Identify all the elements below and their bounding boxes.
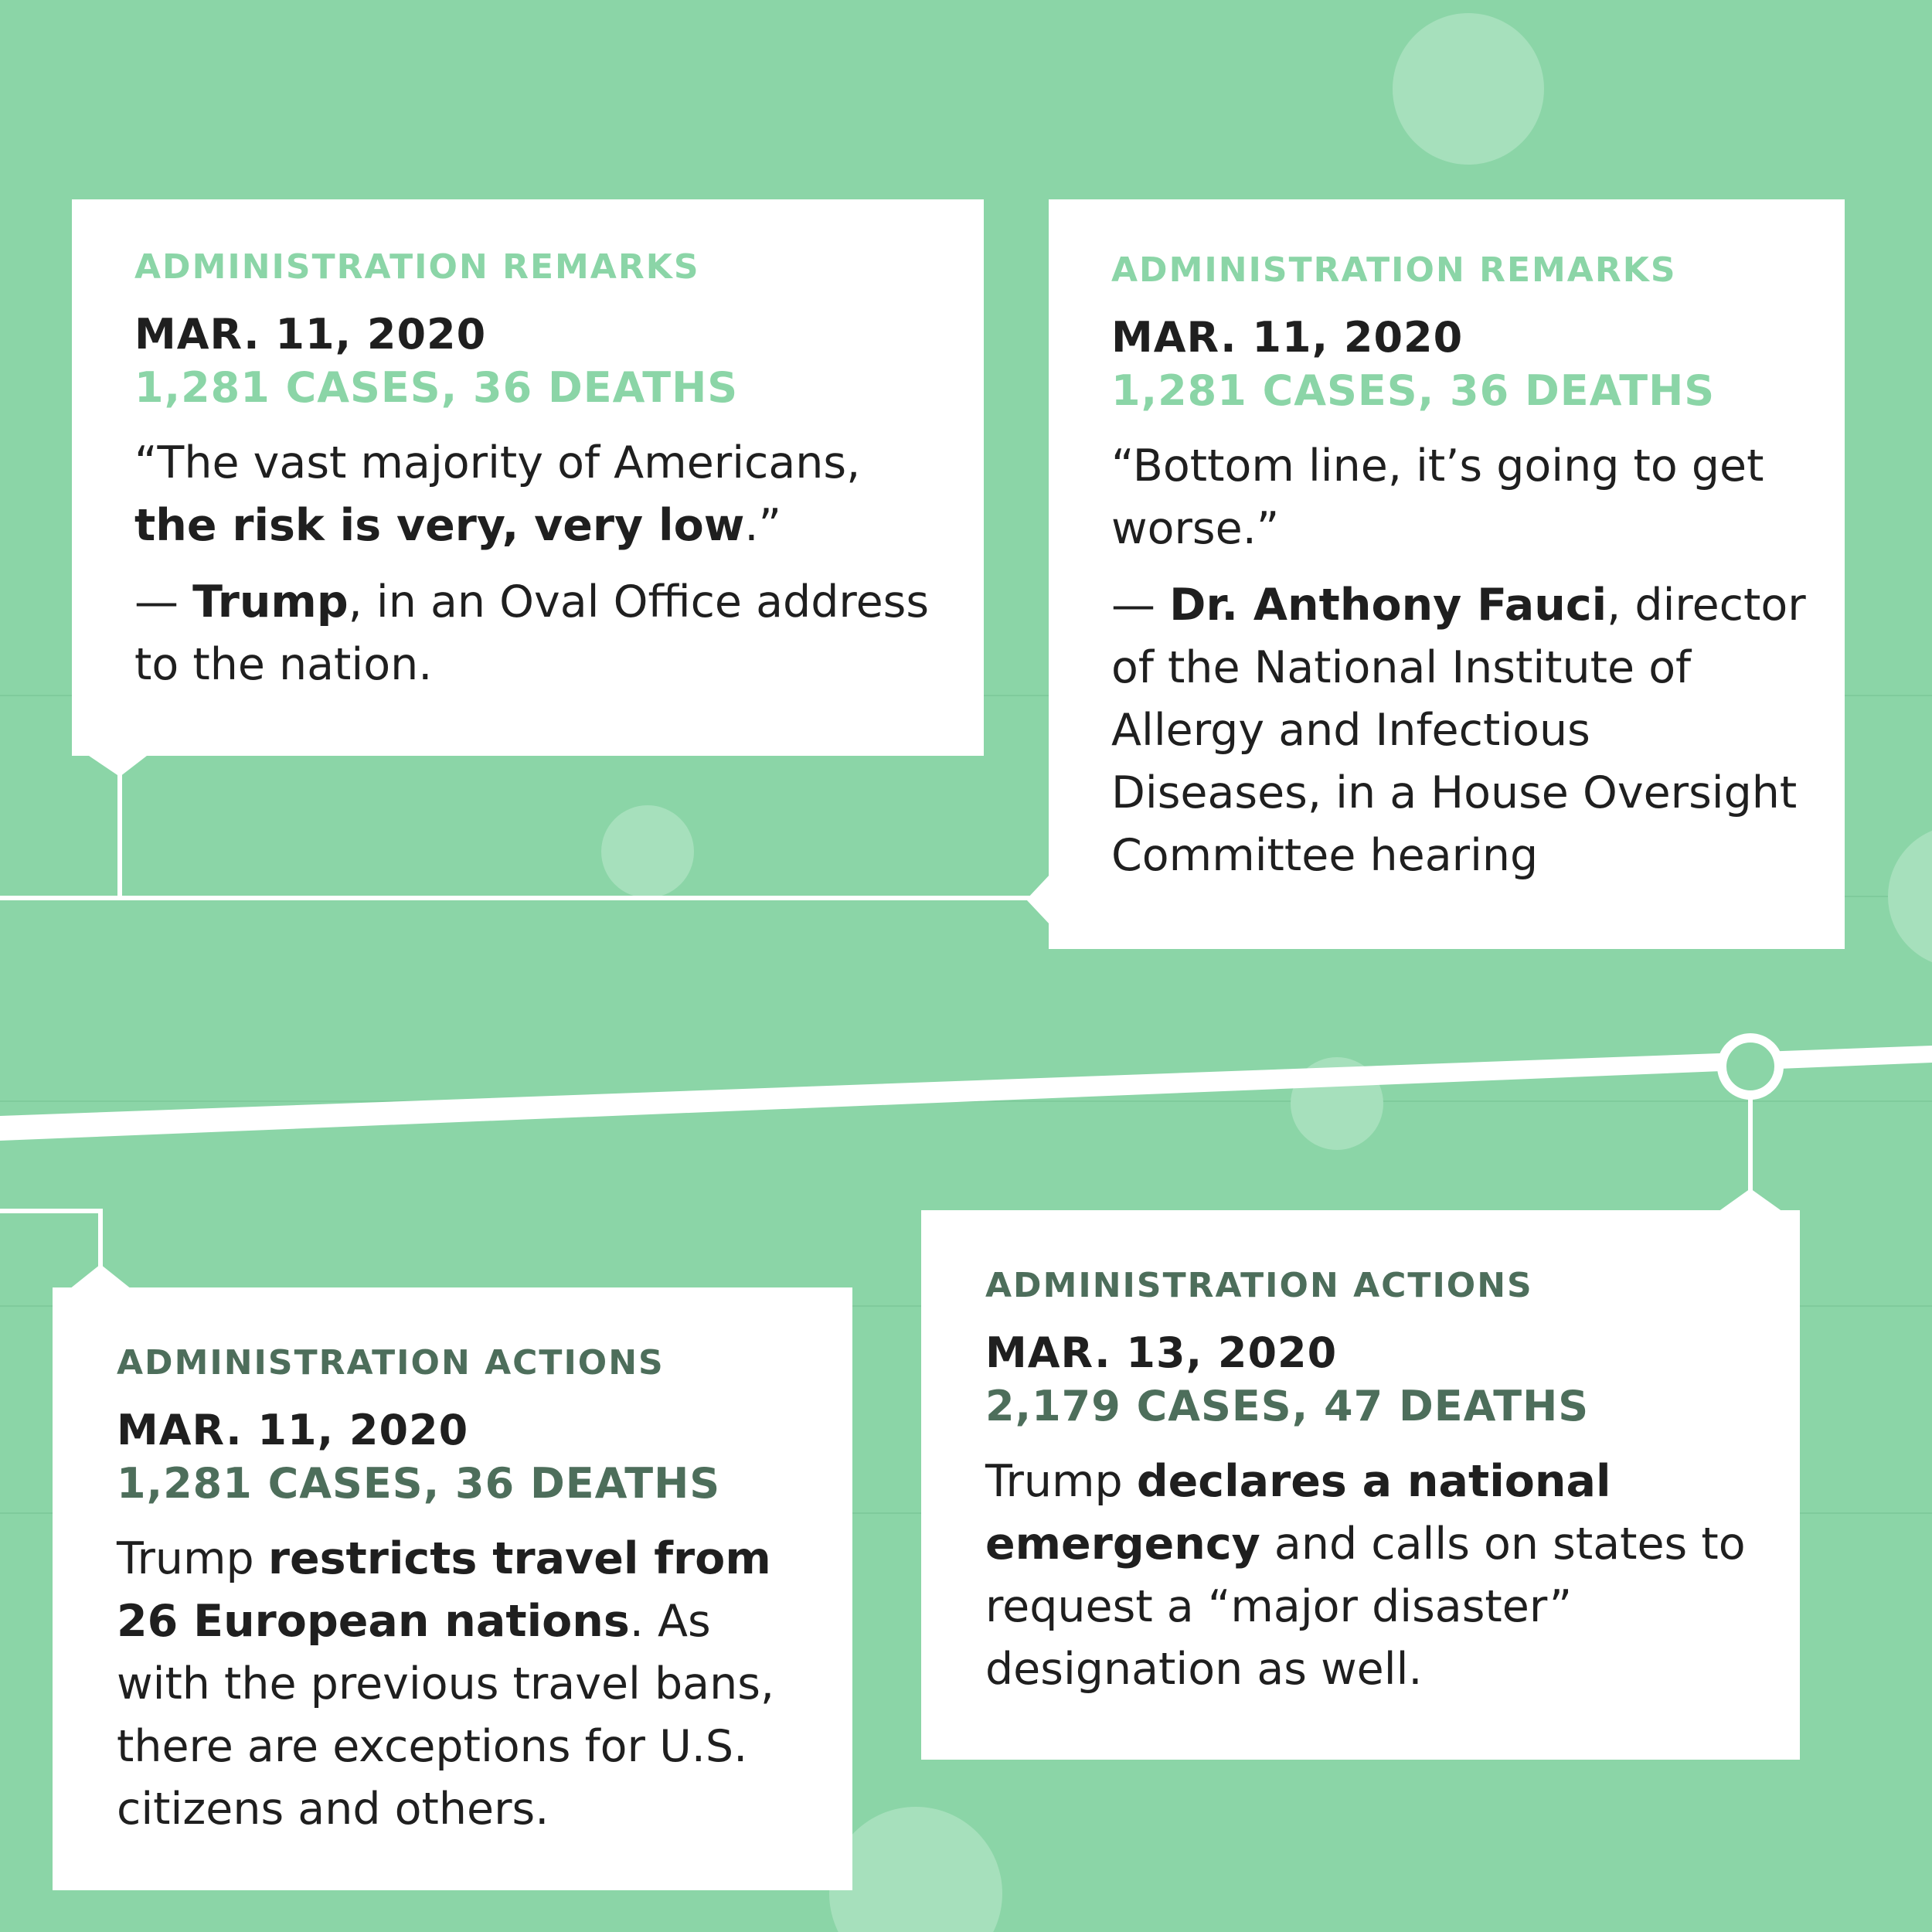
card-attribution: — Dr. Anthony Fauci, director of the National Institute of Allergy and Infectious Diseases, in a House Oversight Committee hearing	[1111, 580, 1806, 881]
card-date: MAR. 11, 2020	[117, 1406, 469, 1454]
decorative-bubble	[1393, 13, 1544, 165]
card-actions-emergency	[921, 1210, 1800, 1760]
timeline-line-lower	[0, 1046, 1932, 1141]
card-text: Trump declares a national emergency and calls on states to request a “major disaster” designation as well.	[985, 1456, 1746, 1695]
card-category: ADMINISTRATION ACTIONS	[985, 1266, 1533, 1305]
card-remarks-fauci	[1049, 199, 1845, 949]
decorative-bubble	[601, 805, 694, 898]
card-4-pointer	[1718, 1189, 1783, 1212]
card-date: MAR. 11, 2020	[1111, 313, 1464, 362]
card-category: ADMINISTRATION ACTIONS	[117, 1343, 665, 1383]
card-remarks-trump	[72, 199, 984, 756]
timeline-node	[1722, 1038, 1779, 1095]
card-date: MAR. 13, 2020	[985, 1328, 1338, 1377]
card-1-pointer	[89, 756, 147, 777]
card-date: MAR. 11, 2020	[134, 310, 487, 359]
connector-card-3	[0, 1211, 100, 1275]
card-quote: “Bottom line, it’s going to get worse.”	[1111, 440, 1764, 554]
decorative-bubble	[1888, 825, 1932, 968]
card-actions-travel	[53, 1287, 852, 1890]
card-category: ADMINISTRATION REMARKS	[1111, 250, 1677, 290]
card-stats: 2,179 CASES, 47 DEATHS	[985, 1382, 1590, 1430]
card-quote: “The vast majority of Americans, the risk is very, very low.”	[134, 437, 861, 551]
card-text: Trump restricts travel from 26 European nations. As with the previous travel bans, there are exceptions for U.S. citizens and others.	[117, 1533, 775, 1835]
card-attribution: — Trump, in an Oval Office address to the nation.	[134, 577, 930, 690]
card-stats: 1,281 CASES, 36 DEATHS	[1111, 366, 1716, 415]
card-stats: 1,281 CASES, 36 DEATHS	[117, 1459, 721, 1508]
card-3-pointer	[70, 1264, 131, 1289]
card-2-pointer	[1026, 873, 1051, 926]
card-stats: 1,281 CASES, 36 DEATHS	[134, 363, 739, 412]
decorative-bubble	[829, 1807, 1002, 1932]
card-category: ADMINISTRATION REMARKS	[134, 247, 700, 287]
